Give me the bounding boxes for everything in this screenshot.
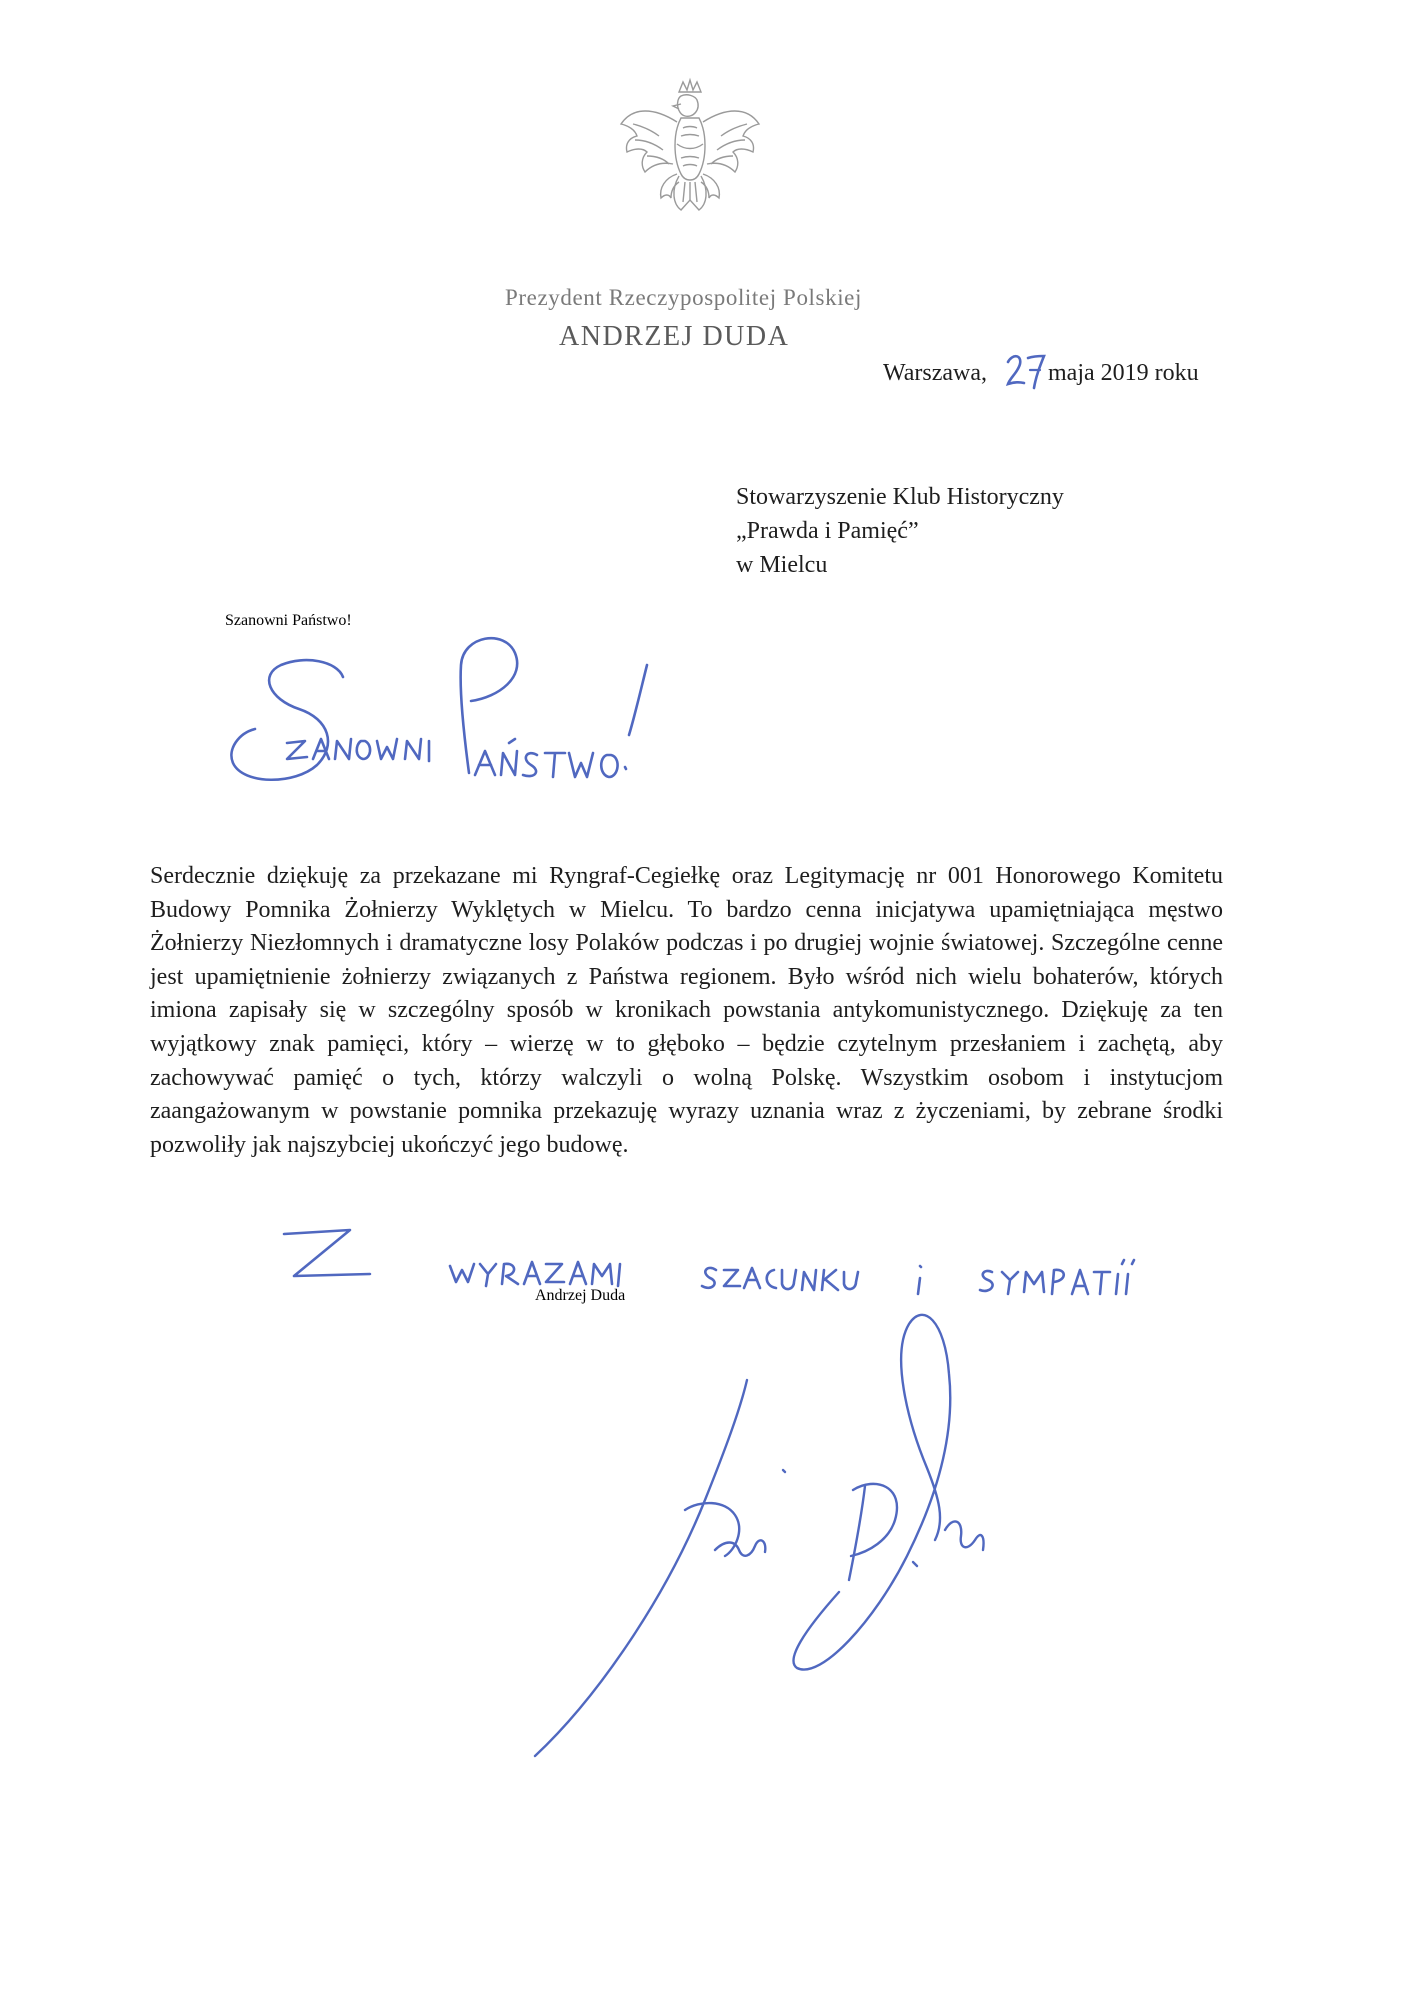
handwritten-day [1004,350,1046,392]
polish-eagle-emblem [615,78,765,248]
office-holder-name: ANDRZEJ DUDA [559,321,790,352]
signature [535,1287,1255,1760]
dateline-month-year: maja 2019 roku [1048,360,1199,386]
handwritten-salutation [225,612,795,815]
addressee-block [736,480,1064,582]
salutation-text: Szanowni Państwo! [225,612,352,629]
addressee-line: Stowarzyszenie Klub Historyczny [736,484,1064,510]
office-title: Prezydent Rzeczypospolitej Polskiej [505,285,862,310]
handwritten-closing [280,1220,1160,1300]
signature-text: Andrzej Duda [535,1287,626,1304]
addressee-line: „Prawda i Pamięć” [736,518,919,544]
addressee-line: w Mielcu [736,552,828,578]
dateline-city: Warszawa, [883,360,988,386]
letter-body-paragraph: Serdecznie dziękuję za przekazane mi Ryngraf-Cegiełkę oraz Legitymację nr 001 Honorowego Komitetu Budowy Pomnika Żołnierzy Wyklętych w Mielcu. To bardzo cenna inicjatywa upamiętniająca męstwo Żołnierzy Niezłomnych i dramatyczne losy Polaków podczas i po drugiej wojnie światowej. Szczególne cenne jest upamiętnienie żołnierzy związanych z Państwa regionem. Było wśród nich wielu bohaterów, których imiona zapisały się w szczególny sposób w kronikach powstania antykomunistycznego. Dziękuję za ten wyjątkowy znak pamięci, który – wierzę w to głęboko – będzie czytelnym przesłaniem i zachętą, aby zachowywać pamięć o tych, którzy walczyli o wolną Polskę. Wszystkim osobom i instytucjom zaangażowanym w powstanie pomnika przekazuję wyrazy uznania wraz z życzeniami, by zebrane środki pozwoliły jak najszybciej ukończyć jego budowę. [150,863,1223,1158]
letterhead [505,285,885,353]
